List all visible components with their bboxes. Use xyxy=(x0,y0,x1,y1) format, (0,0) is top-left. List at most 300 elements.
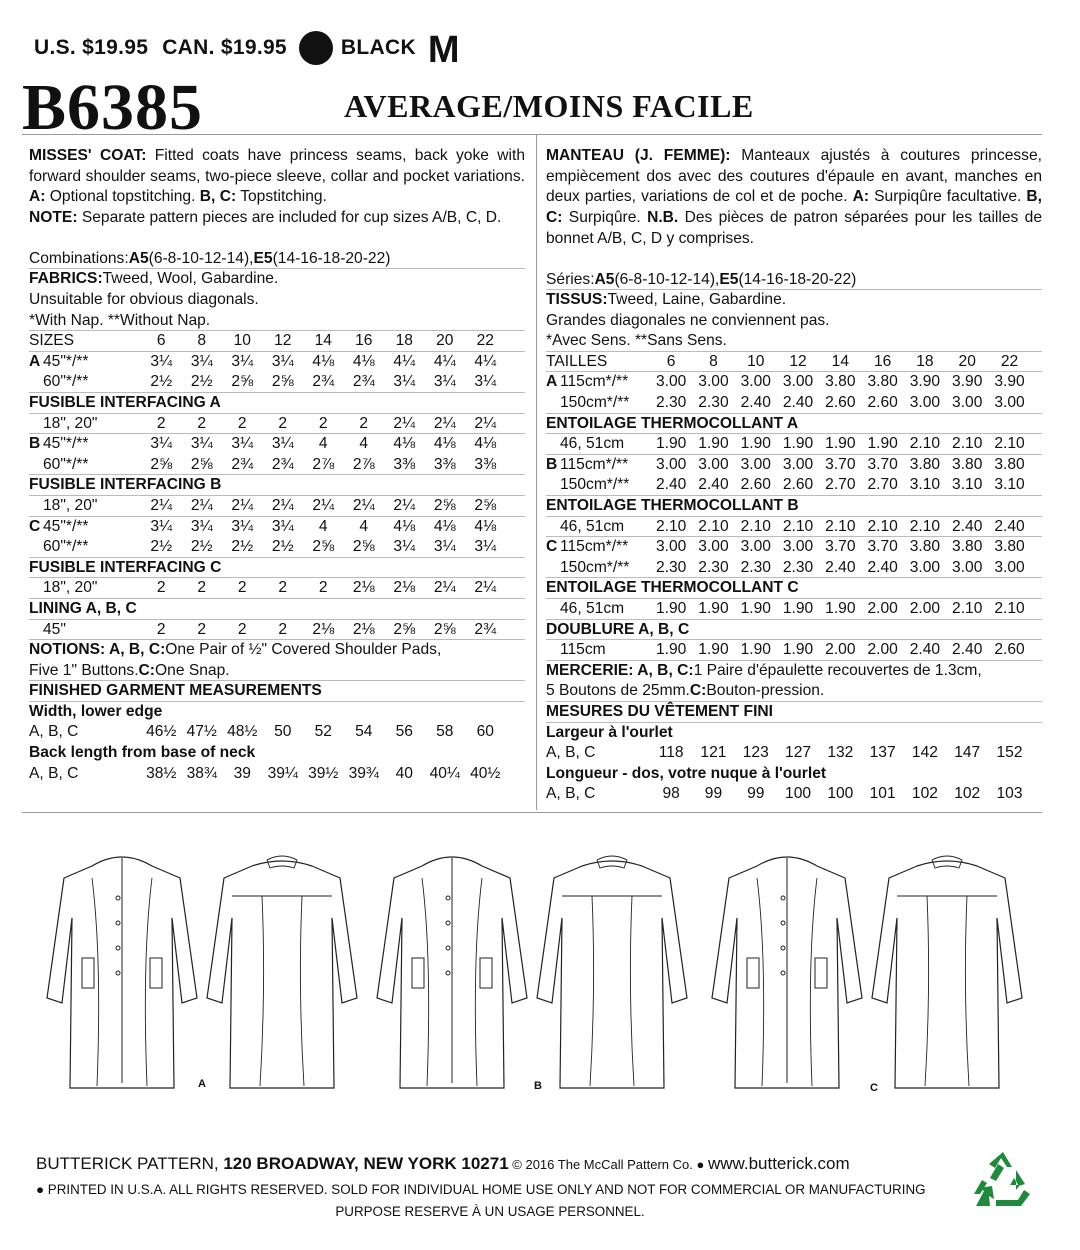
size-header-cell: 22 xyxy=(1000,352,1019,370)
yardage-cell: 1.90 xyxy=(740,435,771,453)
yardage-cell: 2¾ xyxy=(474,620,497,638)
length-cell: 39¾ xyxy=(348,764,379,782)
notions-en-2: Five 1" Buttons. C: One Snap. xyxy=(29,661,525,682)
yardage-cell: 2¼ xyxy=(312,496,335,514)
width-cell: 132 xyxy=(827,744,854,762)
yardage-cell: 3.80 xyxy=(867,373,898,391)
yardage-cell: 2.10 xyxy=(867,517,898,535)
yardage-cell: 3.70 xyxy=(825,538,856,556)
row-label: 46, 51cm xyxy=(560,435,625,453)
yardage-cell: 2¼ xyxy=(352,496,375,514)
width-cell: 52 xyxy=(314,723,332,741)
yardage-cell: 1.90 xyxy=(655,435,687,453)
section-heading: ENTOILAGE THERMOCOLLANT C xyxy=(546,578,1042,599)
pattern-number: B6385 xyxy=(22,71,204,144)
yardage-cell: 3.80 xyxy=(994,538,1025,556)
yardage-cell: 2 xyxy=(237,579,247,597)
yardage-row xyxy=(29,578,525,599)
yardage-table-en xyxy=(29,352,525,640)
yardage-cell: 4⅛ xyxy=(474,517,497,535)
yardage-cell: 3.80 xyxy=(909,455,941,473)
yardage-cell: 3.00 xyxy=(952,394,983,412)
yardage-cell: 2.40 xyxy=(655,476,687,494)
yardage-cell: 3.90 xyxy=(952,373,983,391)
yardage-cell: 2.40 xyxy=(909,641,941,659)
color-swatch xyxy=(299,31,333,65)
yardage-cell: 2.60 xyxy=(782,476,814,494)
length-cell: 40 xyxy=(395,764,413,782)
view-a-front-drawing xyxy=(47,857,197,1088)
width-cell: 137 xyxy=(869,744,896,762)
yardage-cell: 1.90 xyxy=(825,435,856,453)
yardage-cell: 2⅝ xyxy=(474,496,497,514)
yardage-cell: 3¼ xyxy=(231,517,254,535)
row-label: 60"*/** xyxy=(43,455,89,473)
footer-line-3: PURPOSE RESERVE À UN USAGE PERSONNEL. xyxy=(335,1204,645,1219)
yardage-cell: 2 xyxy=(197,414,207,432)
width-row-fr: A, B, C 118 121 123 127 132 137 142 147 152 xyxy=(546,743,1042,764)
width-row-en: A, B, C 46½ 47½ 48½ 50 52 54 56 58 60 xyxy=(29,722,525,743)
width-cell: 127 xyxy=(785,744,812,762)
yardage-cell: 2⅞ xyxy=(312,455,335,473)
yardage-cell: 3.00 xyxy=(698,455,729,473)
yardage-cell: 3.00 xyxy=(740,455,771,473)
nap-note-fr: *Avec Sens. **Sans Sens. xyxy=(546,331,1042,352)
yardage-cell: 2.10 xyxy=(740,517,771,535)
yardage-cell: 4⅛ xyxy=(433,435,456,453)
row-label: B 115cm*/** xyxy=(546,455,629,473)
yardage-cell: 2⅝ xyxy=(150,455,173,473)
yardage-cell: 1.90 xyxy=(698,435,729,453)
width-cell: 123 xyxy=(742,744,769,762)
yardage-cell: 2.10 xyxy=(655,517,687,535)
yardage-cell: 3.80 xyxy=(952,455,983,473)
yardage-cell: 3.80 xyxy=(952,538,983,556)
section-heading: FUSIBLE INTERFACING B xyxy=(29,475,525,496)
yardage-row xyxy=(29,414,525,435)
yardage-cell: 3¼ xyxy=(150,517,173,535)
length-row-fr: A, B, C 98 99 99 100 100 101 102 102 103 xyxy=(546,784,1042,805)
length-cell: 103 xyxy=(996,785,1023,803)
notions-en: NOTIONS: A, B, C: One Pair of ½" Covered Shoulder Pads, xyxy=(29,641,442,659)
yardage-cell: 2⅝ xyxy=(312,538,335,556)
length-cell: 102 xyxy=(954,785,981,803)
yardage-cell: 2.40 xyxy=(698,476,729,494)
yardage-cell: 2⅝ xyxy=(433,620,456,638)
yardage-cell: 2 xyxy=(156,620,166,638)
yardage-row xyxy=(546,640,1042,661)
yardage-cell: 3¼ xyxy=(150,352,173,370)
width-cell: 142 xyxy=(911,744,938,762)
yardage-cell: 3.00 xyxy=(782,538,814,556)
yardage-cell: 1.90 xyxy=(782,600,814,618)
row-label: 18", 20" xyxy=(43,496,98,514)
yardage-cell: 2.30 xyxy=(698,558,729,576)
size-header-cell: 16 xyxy=(873,352,892,370)
yardage-cell: 2 xyxy=(237,414,247,432)
section-heading: ENTOILAGE THERMOCOLLANT A xyxy=(546,414,1042,435)
yardage-cell: 2½ xyxy=(150,538,173,556)
view-b-back-drawing xyxy=(537,856,687,1088)
yardage-cell: 1.90 xyxy=(867,435,898,453)
yardage-cell: 1.90 xyxy=(698,641,729,659)
yardage-row xyxy=(546,475,1042,496)
size-header-cell: 20 xyxy=(958,352,976,370)
yardage-cell: 2⅝ xyxy=(393,620,416,638)
footer-line-1 xyxy=(36,1154,850,1174)
yardage-cell: 3.00 xyxy=(655,538,687,556)
yardage-cell: 2.30 xyxy=(698,394,729,412)
size-header-cell: 10 xyxy=(233,332,251,350)
yardage-cell: 3.70 xyxy=(867,538,898,556)
size-header-cell: 8 xyxy=(709,352,718,370)
yardage-cell: 3.00 xyxy=(698,373,729,391)
yardage-cell: 2¾ xyxy=(271,455,294,473)
yardage-cell: 1.90 xyxy=(655,641,687,659)
yardage-cell: 2.10 xyxy=(994,600,1025,618)
yardage-cell: 2 xyxy=(197,579,207,597)
yardage-row xyxy=(546,599,1042,620)
header-rule xyxy=(22,134,1042,135)
yardage-cell: 3¼ xyxy=(190,435,213,453)
coat-drawings-svg xyxy=(22,838,1042,1098)
english-column xyxy=(29,146,525,784)
yardage-cell: 2.00 xyxy=(867,641,898,659)
yardage-cell: 3.80 xyxy=(909,538,941,556)
yardage-cell: 2.10 xyxy=(909,517,941,535)
yardage-cell: 2¾ xyxy=(312,373,335,391)
yardage-cell: 2¼ xyxy=(433,579,456,597)
yardage-row xyxy=(29,352,525,373)
yardage-cell: 2⅛ xyxy=(312,620,335,638)
yardage-cell: 1.90 xyxy=(825,600,856,618)
yardage-cell: 2¼ xyxy=(231,496,254,514)
yardage-row xyxy=(546,517,1042,538)
yardage-cell: 1.90 xyxy=(740,600,771,618)
row-label: 46, 51cm xyxy=(560,600,625,618)
yardage-cell: 3.90 xyxy=(909,373,941,391)
section-heading: LINING A, B, C xyxy=(29,599,525,620)
notions-fr-2: 5 Boutons de 25mm. C: Bouton-pression. xyxy=(546,681,1042,702)
yardage-cell: 4 xyxy=(318,435,328,453)
footer-website[interactable]: www.butterick.com xyxy=(707,1154,850,1173)
yardage-cell: 3¼ xyxy=(150,435,173,453)
yardage-cell: 3.00 xyxy=(782,455,814,473)
length-title-en: Back length from base of neck xyxy=(29,744,256,762)
yardage-cell: 2½ xyxy=(231,538,254,556)
width-cell: 54 xyxy=(355,723,373,741)
width-cell: 121 xyxy=(700,744,727,762)
yardage-cell: 2⅛ xyxy=(393,579,416,597)
size-header-cell: 14 xyxy=(831,352,850,370)
yardage-row xyxy=(546,434,1042,455)
view-label-c: C xyxy=(870,1082,878,1094)
description-en: MISSES' COAT: Fitted coats have princess seams, back yoke with forward shoulder seams, two-piece sleeve, collar and pocket variations. A: Optional topstitching. B, C: Topstitching. NOTE: Separate pattern pieces are included for cup sizes A/B, C, D. xyxy=(29,147,525,227)
yardage-cell: 2.60 xyxy=(994,641,1025,659)
yardage-table-fr xyxy=(546,372,1042,660)
yardage-cell: 3⅜ xyxy=(474,455,497,473)
yardage-cell: 2.00 xyxy=(825,641,856,659)
fabrics-fr: TISSUS: Tweed, Laine, Gabardine. xyxy=(546,291,787,309)
yardage-cell: 2.00 xyxy=(909,600,941,618)
yardage-cell: 4 xyxy=(359,435,369,453)
yardage-cell: 2 xyxy=(278,579,288,597)
french-column xyxy=(546,146,1042,805)
yardage-cell: 2.10 xyxy=(782,517,814,535)
yardage-cell: 3.00 xyxy=(952,558,983,576)
length-cell: 39¼ xyxy=(267,764,298,782)
view-label-b: B xyxy=(534,1080,542,1092)
yardage-cell: 2¾ xyxy=(231,455,254,473)
yardage-cell: 3¼ xyxy=(474,373,497,391)
yardage-cell: 2⅝ xyxy=(352,538,375,556)
yardage-cell: 2¼ xyxy=(474,414,497,432)
yardage-cell: 2¼ xyxy=(150,496,173,514)
yardage-cell: 2.30 xyxy=(782,558,814,576)
size-header-cell: 18 xyxy=(916,352,934,370)
row-label: 45" xyxy=(43,620,66,638)
row-label: 60"*/** xyxy=(43,538,89,556)
size-header-cell: 18 xyxy=(395,332,413,350)
length-cell: 101 xyxy=(869,785,896,803)
yardage-cell: 2¼ xyxy=(190,496,213,514)
yardage-cell: 2.30 xyxy=(655,394,687,412)
yardage-cell: 2 xyxy=(359,414,369,432)
yardage-cell: 1.90 xyxy=(782,641,814,659)
yardage-cell: 3.00 xyxy=(740,538,771,556)
size-header-cell: 16 xyxy=(355,332,373,350)
length-cell: 99 xyxy=(747,785,765,803)
row-label: 46, 51cm xyxy=(560,517,625,535)
yardage-cell: 3.90 xyxy=(994,373,1025,391)
yardage-row xyxy=(29,372,525,393)
yardage-cell: 2¼ xyxy=(393,414,416,432)
section-heading: DOUBLURE A, B, C xyxy=(546,620,1042,641)
yardage-cell: 2.40 xyxy=(952,641,983,659)
yardage-cell: 4⅛ xyxy=(474,435,497,453)
yardage-cell: 3.00 xyxy=(698,538,729,556)
width-cell: 58 xyxy=(436,723,454,741)
view-b-front-drawing xyxy=(377,857,527,1088)
yardage-row xyxy=(29,434,525,455)
column-divider xyxy=(536,134,537,810)
fabrics-en: FABRICS: Tweed, Wool, Gabardine. xyxy=(29,270,279,288)
yardage-cell: 2⅛ xyxy=(352,620,375,638)
yardage-cell: 2.40 xyxy=(867,558,898,576)
length-title-fr: Longueur - dos, votre nuque à l'ourlet xyxy=(546,764,827,782)
yardage-cell: 3.00 xyxy=(994,394,1025,412)
width-cell: 50 xyxy=(274,723,292,741)
length-cell: 100 xyxy=(785,785,812,803)
yardage-row xyxy=(29,517,525,538)
row-label: A 115cm*/** xyxy=(546,373,629,391)
yardage-cell: 4¼ xyxy=(393,352,416,370)
length-cell: 99 xyxy=(704,785,723,803)
footer-line-2: ● PRINTED IN U.S.A. ALL RIGHTS RESERVED. SOLD FOR INDIVIDUAL HOME USE ONLY AND NOT FOR COMMERCIAL OR MANUFACTURING xyxy=(36,1182,926,1197)
yardage-cell: 2 xyxy=(278,620,288,638)
notions-fr: MERCERIE: A, B, C: 1 Paire d'épaulette recouvertes de 1.3cm, xyxy=(546,661,982,679)
yardage-cell: 2 xyxy=(237,620,247,638)
yardage-cell: 2¾ xyxy=(352,373,375,391)
yardage-cell: 2½ xyxy=(190,373,213,391)
yardage-cell: 3¼ xyxy=(393,373,416,391)
combinations-fr: Séries: A5 (6-8-10-12-14), E5 (14-16-18-20-22) xyxy=(546,270,1042,291)
width-cell: 60 xyxy=(476,723,494,741)
row-label: C 115cm*/** xyxy=(546,538,629,556)
length-row-en: A, B, C 38½ 38¾ 39 39¼ 39½ 39¾ 40 40¼ 40½ xyxy=(29,764,525,785)
length-cell: 98 xyxy=(662,785,680,803)
unsuitable-fr: Grandes diagonales ne conviennent pas. xyxy=(546,311,830,329)
yardage-cell: 1.90 xyxy=(782,435,814,453)
yardage-row xyxy=(29,620,525,641)
nap-note-en: *With Nap. **Without Nap. xyxy=(29,311,525,332)
size-header-cell: 6 xyxy=(666,352,676,370)
yardage-cell: 2.10 xyxy=(909,435,941,453)
length-cell: 38¾ xyxy=(186,764,217,782)
section-heading: FUSIBLE INTERFACING A xyxy=(29,393,525,414)
yardage-cell: 3.00 xyxy=(740,373,771,391)
sizes-header-fr: TAILLES 6 8 10 12 14 16 18 20 22 xyxy=(546,352,1042,373)
length-cell: 39 xyxy=(233,764,251,782)
yardage-cell: 3.00 xyxy=(655,373,687,391)
section-heading: FUSIBLE INTERFACING C xyxy=(29,558,525,579)
yardage-cell: 2.60 xyxy=(740,476,771,494)
yardage-cell: 2.10 xyxy=(825,517,856,535)
yardage-cell: 3⅜ xyxy=(433,455,456,473)
footer-address: 120 BROADWAY, NEW YORK 10271 xyxy=(223,1154,509,1173)
yardage-cell: 2 xyxy=(278,414,288,432)
yardage-cell: 2.40 xyxy=(740,394,771,412)
sizes-header-en: SIZES 6 8 10 12 14 16 18 20 22 xyxy=(29,331,525,352)
yardage-cell: 3¼ xyxy=(433,538,456,556)
yardage-cell: 2⅝ xyxy=(433,496,456,514)
yardage-cell: 1.90 xyxy=(655,600,687,618)
yardage-cell: 2½ xyxy=(190,538,213,556)
yardage-cell: 2¼ xyxy=(271,496,294,514)
yardage-cell: 3¼ xyxy=(190,352,213,370)
view-c-front-drawing xyxy=(712,857,862,1088)
yardage-cell: 1.90 xyxy=(698,600,729,618)
yardage-cell: 3¼ xyxy=(231,435,254,453)
yardage-cell: 2 xyxy=(197,620,207,638)
yardage-cell: 2.30 xyxy=(655,558,687,576)
yardage-cell: 3¼ xyxy=(271,352,294,370)
length-cell: 39½ xyxy=(308,764,339,782)
description-fr: MANTEAU (J. FEMME): Manteaux ajustés à coutures princesse, empiècement dos avec des coutures d'épaule en avant, manches en deux parties, variations de col et de poche. A: Surpiqûre facultative. B, C: Surpiqûre. N.B. Des pièces de patron séparées pour les tailles de bonnet A/B, C, D y comprises. xyxy=(546,147,1043,247)
yardage-cell: 4⅛ xyxy=(393,435,416,453)
yardage-cell: 2 xyxy=(156,414,166,432)
length-cell: 40¼ xyxy=(429,764,460,782)
yardage-cell: 2½ xyxy=(150,373,173,391)
size-header-cell: 20 xyxy=(436,332,454,350)
width-cell: 46½ xyxy=(146,723,177,741)
size-header-cell: 22 xyxy=(476,332,494,350)
yardage-cell: 3.10 xyxy=(994,476,1025,494)
yardage-cell: 3.80 xyxy=(825,373,856,391)
size-header-cell: 8 xyxy=(197,332,207,350)
yardage-cell: 4¼ xyxy=(433,352,456,370)
width-title-fr: Largeur à l'ourlet xyxy=(546,723,673,741)
yardage-cell: 2¼ xyxy=(474,579,497,597)
width-cell: 48½ xyxy=(227,723,258,741)
yardage-cell: 2.10 xyxy=(698,517,729,535)
yardage-cell: 2⅝ xyxy=(190,455,213,473)
size-header-cell: 12 xyxy=(274,332,292,350)
yardage-cell: 2.60 xyxy=(867,394,898,412)
yardage-cell: 2.30 xyxy=(740,558,771,576)
combinations-en: Combinations: A5 (6-8-10-12-14), E5 (14-16-18-20-22) xyxy=(29,249,525,270)
price-bar xyxy=(34,26,460,69)
width-cell: 47½ xyxy=(186,723,217,741)
width-cell: 152 xyxy=(996,744,1023,762)
yardage-row xyxy=(546,393,1042,414)
yardage-row xyxy=(29,537,525,558)
section-heading: ENTOILAGE THERMOCOLLANT B xyxy=(546,496,1042,517)
width-title-en: Width, lower edge xyxy=(29,702,163,720)
yardage-cell: 4 xyxy=(318,517,328,535)
yardage-row xyxy=(29,455,525,476)
yardage-cell: 2.70 xyxy=(867,476,898,494)
recycle-icon xyxy=(972,1150,1034,1208)
width-cell: 147 xyxy=(954,744,981,762)
row-label: A 45"*/** xyxy=(29,352,89,370)
yardage-cell: 3¼ xyxy=(271,435,294,453)
yardage-cell: 4⅛ xyxy=(433,517,456,535)
yardage-cell: 2⅝ xyxy=(271,373,294,391)
yardage-cell: 3⅜ xyxy=(393,455,416,473)
yardage-cell: 2¼ xyxy=(433,414,456,432)
yardage-row xyxy=(546,372,1042,393)
can-price: CAN. $19.95 xyxy=(162,35,287,59)
color-name: BLACK xyxy=(340,35,416,59)
row-label: 18", 20" xyxy=(43,414,98,432)
footer-copyright: © 2016 The McCall Pattern Co. ● xyxy=(508,1157,708,1172)
yardage-cell: 4⅛ xyxy=(393,517,416,535)
yardage-cell: 2⅝ xyxy=(231,373,254,391)
row-label: 150cm*/** xyxy=(560,394,630,412)
width-cell: 56 xyxy=(395,723,413,741)
yardage-cell: 3.80 xyxy=(994,455,1025,473)
yardage-row xyxy=(546,558,1042,579)
yardage-cell: 4¼ xyxy=(474,352,497,370)
yardage-row xyxy=(546,455,1042,476)
yardage-cell: 2⅞ xyxy=(352,455,375,473)
difficulty-label: AVERAGE/MOINS FACILE xyxy=(344,88,754,124)
yardage-cell: 3.00 xyxy=(909,558,941,576)
yardage-cell: 2.40 xyxy=(994,517,1025,535)
row-label: 60"*/** xyxy=(43,373,89,391)
yardage-cell: 2 xyxy=(318,579,328,597)
yardage-cell: 3.00 xyxy=(782,373,814,391)
yardage-cell: 1.90 xyxy=(740,641,771,659)
yardage-cell: 2⅛ xyxy=(352,579,375,597)
size-header-cell: 10 xyxy=(747,352,765,370)
yardage-cell: 3¼ xyxy=(433,373,456,391)
yardage-cell: 2.40 xyxy=(952,517,983,535)
yardage-cell: 3.10 xyxy=(909,476,941,494)
finished-title-fr: MESURES DU VÊTEMENT FINI xyxy=(546,702,1042,723)
us-price: U.S. $19.95 xyxy=(34,35,149,59)
unsuitable-en: Unsuitable for obvious diagonals. xyxy=(29,291,259,308)
view-label-a: A xyxy=(198,1078,206,1090)
footer-company: BUTTERICK PATTERN, xyxy=(36,1154,224,1173)
width-cell: 118 xyxy=(658,744,684,762)
yardage-cell: 3.70 xyxy=(825,455,856,473)
size-header-cell: 6 xyxy=(156,332,166,350)
row-label: B 45"*/** xyxy=(29,435,89,453)
length-cell: 40½ xyxy=(470,764,501,782)
yardage-cell: 3¼ xyxy=(474,538,497,556)
